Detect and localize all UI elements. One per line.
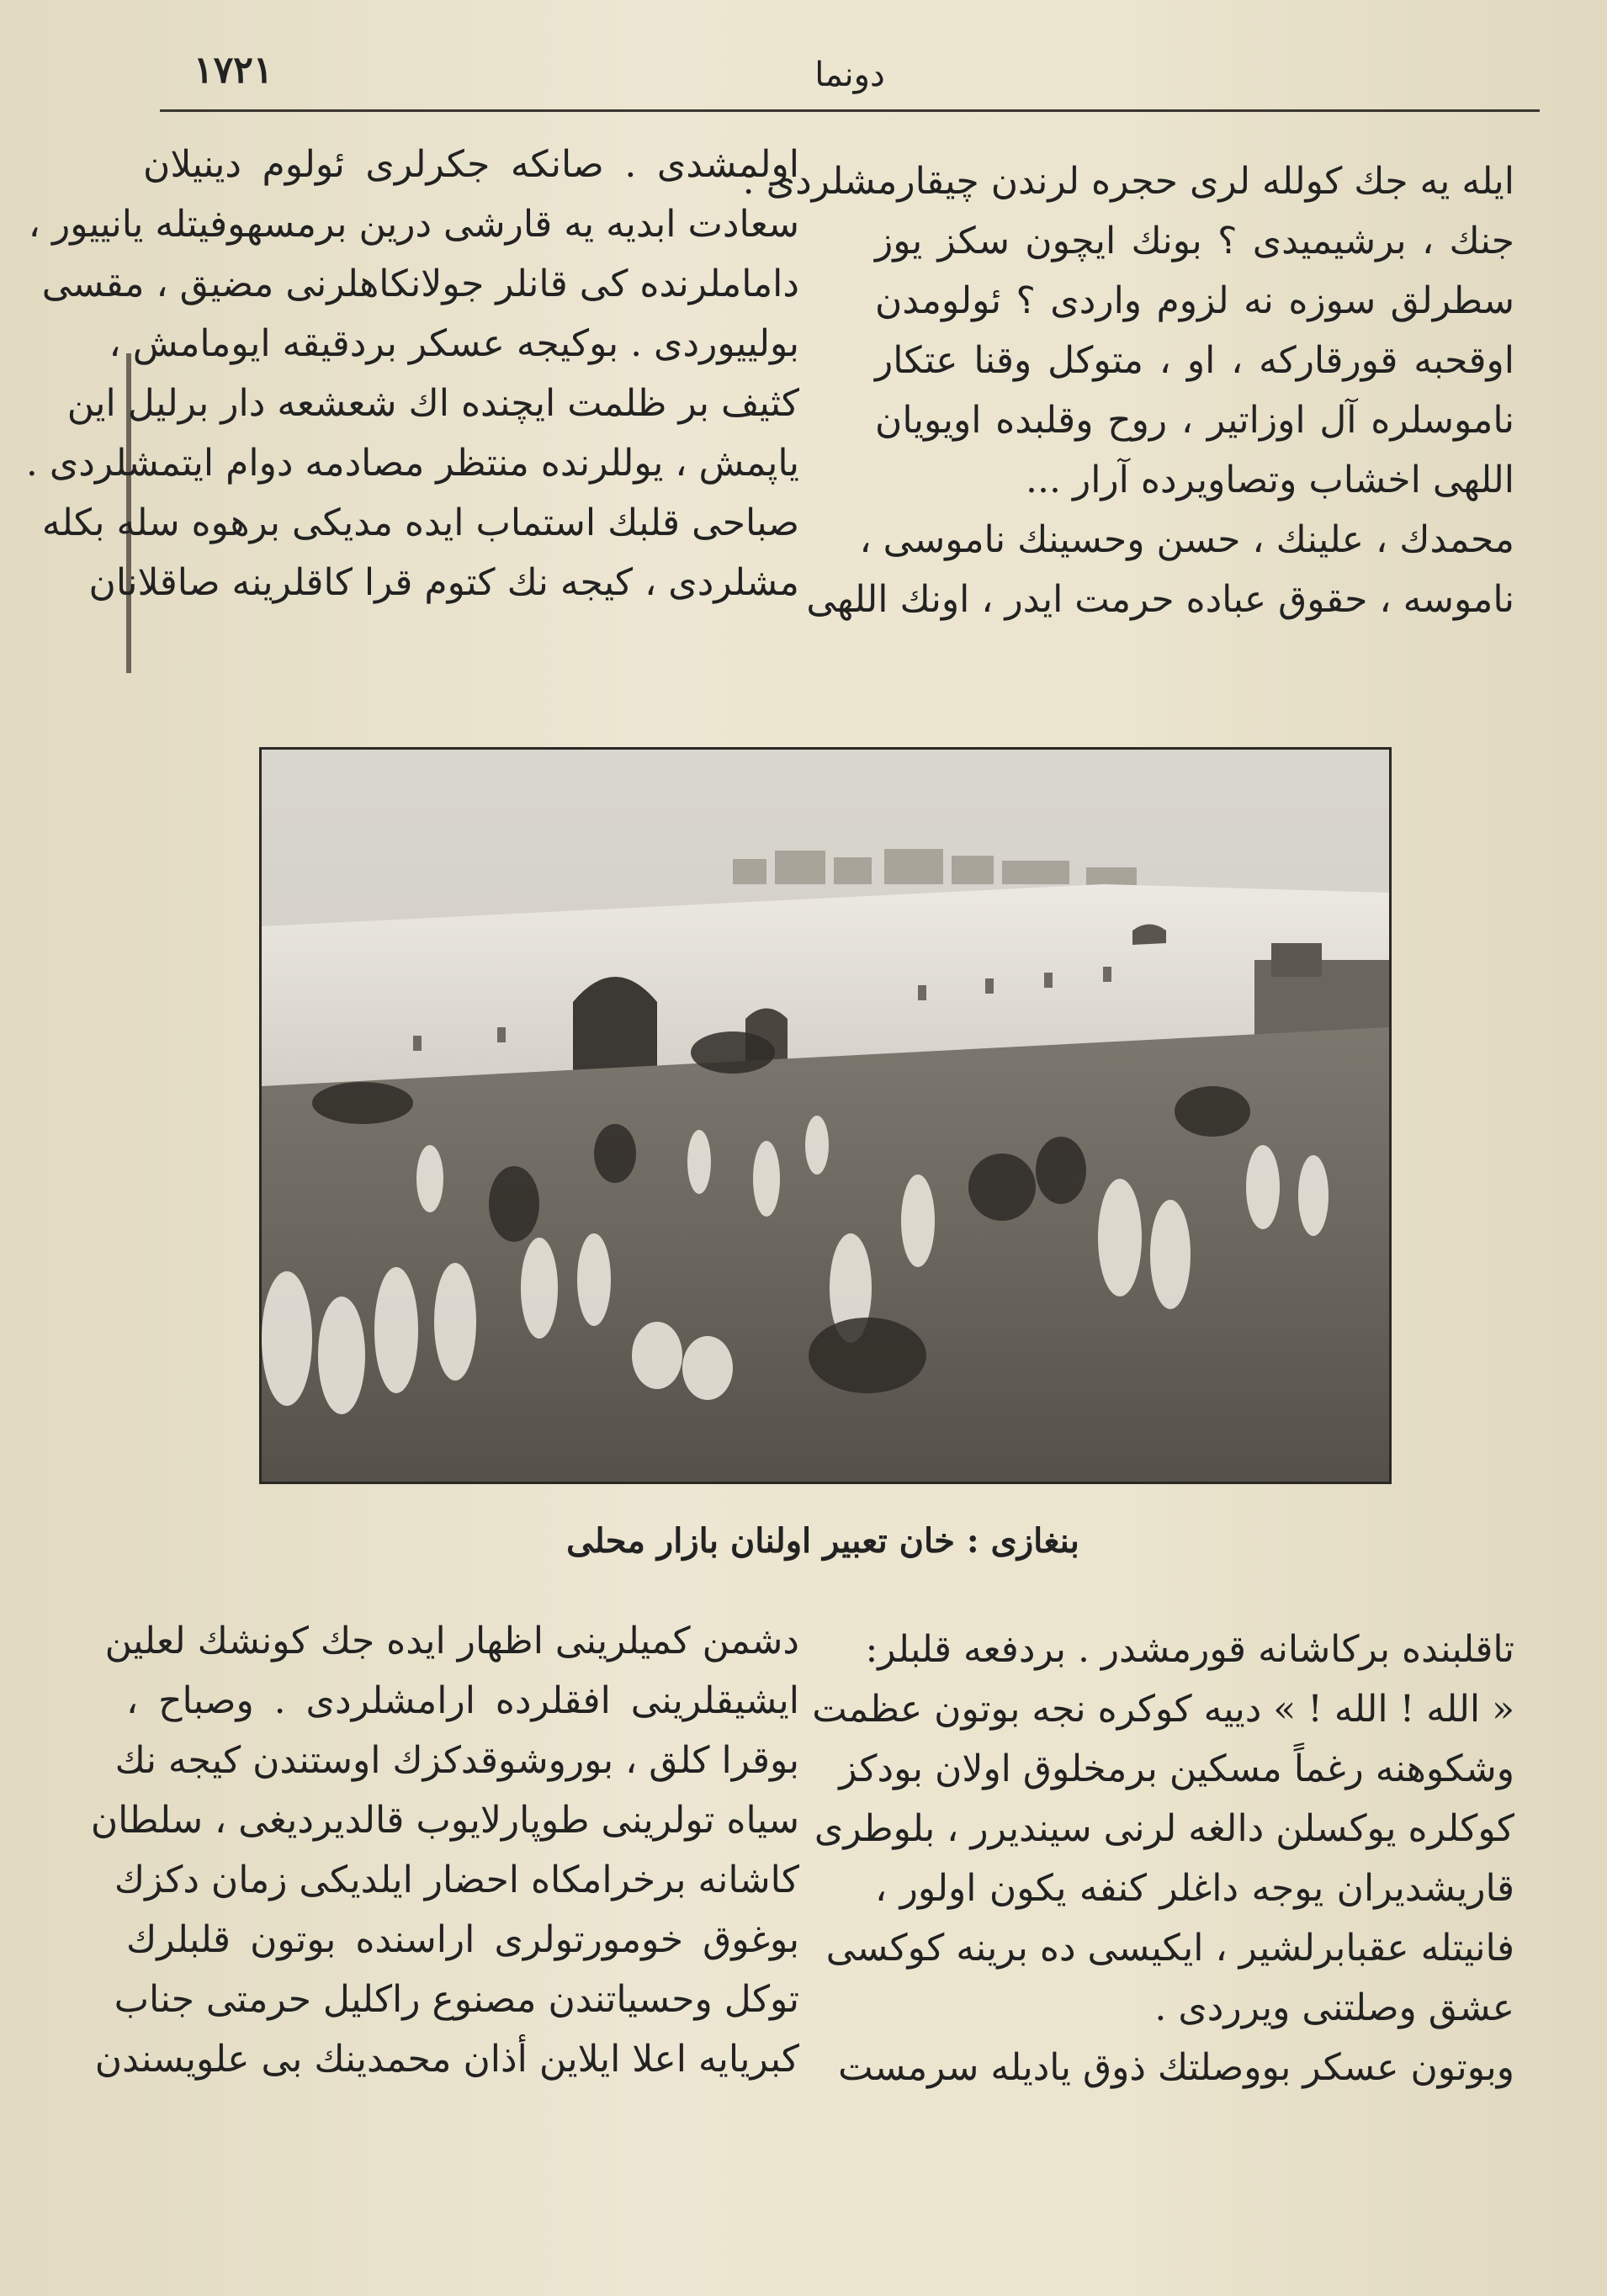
top-left-column (25, 135, 799, 612)
bottom-left-column (90, 1611, 799, 2089)
text-line: کثیف بر ظلمت ایچنده اك شعشعه دار برلیل این (66, 382, 799, 425)
text-line: قاریشدیران یوجه داغلر کنفه یکون اولور ، (875, 1867, 1514, 1910)
text-line: یاپمش ، یوللرنده منتظر مصادمه دوام ایتمشلردی . (25, 442, 799, 485)
text-line: ناموسلره آل اوزاتیر ، روح وقلبده اویویان (875, 399, 1514, 442)
text-line: وبوتون عسکر بووصلتك ذوق یادیله سرمست (838, 2046, 1514, 2089)
text-line: عشق وصلتنی ویرردی . (1154, 1986, 1514, 2029)
text-line: وشکوهنه رغماً مسکین برمخلوق اولان بودکز (839, 1747, 1514, 1790)
text-line: محمدك ، علینك ، حسن وحسینك ناموسی ، (859, 518, 1514, 561)
text-line: سیاه تولرینی طوپارلایوب قالدیردیغی ، سلطان (90, 1799, 799, 1842)
text-line: کوکلره یوکسلن دالغه لرنی سیندیرر ، بلوطری (814, 1807, 1514, 1850)
text-line: بوقرا کلق ، بوروشوقدکزك اوستندن کیجه نك (114, 1739, 799, 1782)
text-line: دشمن کمیلرینی اظهار ایده جك کونشك لعلین (104, 1620, 799, 1662)
text-line: تاقلبنده برکاشانه قورمشدر . بردفعه قلبلر: (865, 1628, 1514, 1671)
text-line: « الله ! الله ! » دییه کوکره نجه بوتون عظمت (812, 1688, 1514, 1731)
page-header (160, 34, 1540, 112)
text-line: کبریایه اعلا ایلاین أذان محمدینك بی علویسندن (94, 2038, 799, 2081)
text-line: سطرلق سوزه نه لزوم واردی ؟ ئولومدن (875, 279, 1514, 322)
text-line: مشلردی ، کیجه نك کتوم قرا کاقلرینه صاقلانان (88, 561, 799, 604)
text-line: جنك ، برشیمیدی ؟ بونك ایچون سکز یوز (875, 220, 1514, 262)
photo-caption: بنغازی : خان تعبیر اولنان بازار محلی (566, 1521, 1079, 1561)
market-photo (259, 747, 1392, 1484)
text-line: اولمشدی . صانکه جکرلری ئولوم دینیلان (143, 143, 799, 186)
page-number: ١٧٢١ (194, 49, 273, 92)
text-line: ایله یه جك کولله لری حجره لرندن چیقارمشلردی . (742, 160, 1514, 203)
text-line: بوغوق خومورتولری اراسنده بوتون قلبلرك (126, 1918, 799, 1961)
text-line: ناموسه ، حقوق عباده حرمت ایدر ، اونك اللهی (806, 578, 1514, 621)
text-line: سعادت ابدیه یه قارشی درین برمسهوفیتله یانییور ، (28, 203, 799, 246)
text-line: بولییوردی . بوکیجه عسکر بردقیقه ایومامش ، (109, 322, 799, 365)
text-line: اوقحبه قورقارکه ، او ، متوکل وقنا عتکار (875, 339, 1514, 382)
top-right-column (742, 151, 1514, 629)
text-line: داماملرنده کی قانلر جولانکاهلرنی مضیق ، مقسی (41, 262, 799, 305)
text-line: صباحی قلبك استماب ایده مدیکی برهوه سله بکله (41, 501, 799, 544)
text-line: اللهی اخشاب وتصاویرده آرار ... (1026, 459, 1514, 501)
text-line: کاشانه برخرامکاه احضار ایلدیکی زمان دکزك (114, 1859, 799, 1901)
text-line: فانیتله عقبابرلشیر ، ایکیسی ده برینه کوکسی (825, 1927, 1514, 1970)
bottom-right-column (812, 1620, 1514, 2097)
text-line: ایشیقلرینی افقلرده ارامشلردی . وصباح ، (126, 1679, 799, 1722)
journal-title: دونما (814, 56, 885, 94)
text-line: توکل وحسیاتندن مصنوع راکلیل حرمتی جناب (114, 1978, 799, 2021)
